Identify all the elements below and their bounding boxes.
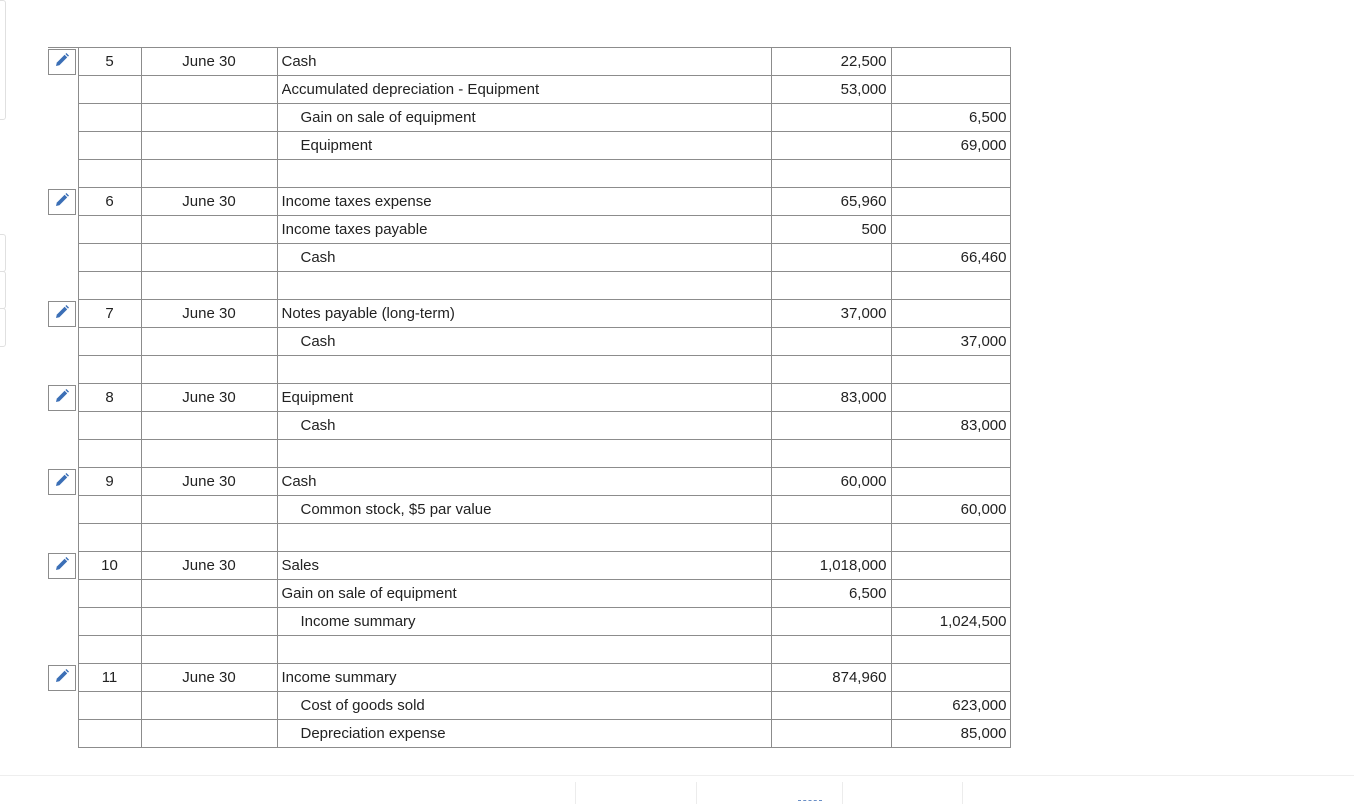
edit-cell [48,272,78,300]
credit-cell[interactable]: 1,024,500 [891,608,1010,636]
debit-cell[interactable]: 60,000 [771,468,891,496]
account-cell [277,524,771,552]
debit-cell[interactable] [771,356,891,384]
entry-number [78,328,141,356]
entry-number: 7 [78,300,141,328]
edit-cell [48,440,78,468]
journal-row [48,76,1010,104]
debit-cell[interactable]: 1,018,000 [771,552,891,580]
edit-cell [48,76,78,104]
journal-row [48,328,1010,356]
debit-cell[interactable]: 500 [771,216,891,244]
entry-number [78,580,141,608]
account-title-input[interactable] [278,637,752,663]
journal-row [48,272,1010,300]
credit-cell[interactable]: 85,000 [891,720,1010,748]
pencil-icon [54,52,70,72]
account-cell [277,356,771,384]
pencil-icon [54,192,70,212]
debit-cell[interactable] [771,244,891,272]
entry-date [141,720,277,748]
credit-cell[interactable] [891,188,1010,216]
entry-number [78,160,141,188]
account-cell [277,496,771,524]
credit-cell[interactable] [891,356,1010,384]
account-title-input[interactable] [278,441,752,467]
edit-cell [48,692,78,720]
credit-cell[interactable]: 37,000 [891,328,1010,356]
debit-cell[interactable]: 83,000 [771,384,891,412]
debit-cell[interactable] [771,132,891,160]
entry-date: June 30 [141,384,277,412]
left-panel-tab[interactable] [0,308,6,347]
debit-cell[interactable]: 6,500 [771,580,891,608]
account-cell [277,384,771,412]
pencil-icon [54,556,70,576]
edit-cell [48,244,78,272]
entry-date: June 30 [141,188,277,216]
entry-date [141,608,277,636]
entry-date [141,76,277,104]
entry-date: June 30 [141,664,277,692]
account-title-input[interactable] [278,161,752,187]
account-cell [277,216,771,244]
edit-cell [48,552,78,580]
edit-cell [48,104,78,132]
edit-entry-button[interactable] [48,301,76,327]
journal-entry-table [48,47,1011,748]
journal-row [48,580,1010,608]
credit-cell[interactable] [891,580,1010,608]
entry-date [141,216,277,244]
entry-date [141,132,277,160]
account-cell [277,76,771,104]
entry-number: 5 [78,48,141,76]
pencil-icon [54,472,70,492]
entry-date [141,328,277,356]
credit-cell[interactable] [891,468,1010,496]
credit-cell[interactable]: 83,000 [891,412,1010,440]
edit-cell [48,384,78,412]
account-cell [277,440,771,468]
edit-cell [48,608,78,636]
journal-row [48,160,1010,188]
debit-cell[interactable] [771,328,891,356]
account-title-input[interactable] [278,217,752,243]
edit-cell [48,412,78,440]
debit-cell[interactable] [771,272,891,300]
account-title-input[interactable] [278,105,771,131]
credit-cell[interactable] [891,300,1010,328]
pencil-icon [54,388,70,408]
account-cell [277,552,771,580]
journal-row [48,384,1010,412]
entry-number [78,608,141,636]
account-title-input[interactable] [278,357,752,383]
credit-cell[interactable] [891,76,1010,104]
left-panel-tab[interactable] [0,0,6,120]
entry-number: 11 [78,664,141,692]
entry-date [141,580,277,608]
entry-number [78,132,141,160]
debit-cell[interactable]: 22,500 [771,48,891,76]
account-title-input[interactable] [278,553,752,579]
account-cell [277,272,771,300]
journal-row [48,216,1010,244]
edit-cell [48,216,78,244]
debit-cell[interactable] [771,412,891,440]
journal-row [48,48,1010,76]
entry-date [141,524,277,552]
journal-row [48,636,1010,664]
account-title-input[interactable] [278,49,752,75]
journal-row [48,664,1010,692]
journal-row [48,188,1010,216]
entry-number [78,412,141,440]
account-cell [277,160,771,188]
entry-number: 10 [78,552,141,580]
credit-cell[interactable] [891,440,1010,468]
credit-cell[interactable] [891,160,1010,188]
account-title-input[interactable] [278,665,752,691]
debit-cell[interactable] [771,440,891,468]
entry-number [78,272,141,300]
journal-row [48,720,1010,748]
entry-date: June 30 [141,48,277,76]
journal-row [48,496,1010,524]
account-title-input[interactable] [278,525,752,551]
left-panel-tab[interactable] [0,234,6,272]
account-title-input[interactable] [278,301,752,327]
account-title-input[interactable] [278,497,771,523]
account-title-input[interactable] [278,133,771,159]
entry-number [78,496,141,524]
journal-row [48,244,1010,272]
credit-cell[interactable] [891,552,1010,580]
edit-cell [48,636,78,664]
edit-cell [48,580,78,608]
entry-number [78,356,141,384]
credit-cell[interactable] [891,384,1010,412]
account-title-input[interactable] [278,189,752,215]
debit-cell[interactable] [771,524,891,552]
account-cell [277,328,771,356]
account-title-input[interactable] [278,721,771,747]
entry-date [141,356,277,384]
account-title-input[interactable] [278,245,771,271]
account-cell [277,132,771,160]
account-title-input[interactable] [278,273,752,299]
edit-cell [48,48,78,76]
debit-cell[interactable] [771,496,891,524]
account-cell [277,412,771,440]
credit-cell[interactable] [891,48,1010,76]
edit-entry-button[interactable] [48,553,76,579]
edit-entry-button[interactable] [48,469,76,495]
edit-cell [48,160,78,188]
edit-cell [48,356,78,384]
entry-number [78,244,141,272]
account-title-input[interactable] [278,413,771,439]
entry-date [141,636,277,664]
account-cell [277,188,771,216]
credit-cell[interactable]: 623,000 [891,692,1010,720]
credit-cell[interactable] [891,272,1010,300]
edit-cell [48,328,78,356]
entry-date [141,692,277,720]
debit-cell[interactable] [771,160,891,188]
credit-cell[interactable] [891,636,1010,664]
edit-entry-button[interactable] [48,189,76,215]
credit-cell[interactable]: 6,500 [891,104,1010,132]
debit-cell[interactable] [771,636,891,664]
journal-row [48,356,1010,384]
debit-cell[interactable] [771,608,891,636]
pencil-icon [54,668,70,688]
debit-cell[interactable] [771,692,891,720]
account-cell [277,300,771,328]
edit-entry-button[interactable] [48,385,76,411]
journal-row [48,552,1010,580]
account-title-input[interactable] [278,77,752,103]
journal-row [48,468,1010,496]
entry-number: 6 [78,188,141,216]
debit-cell[interactable]: 874,960 [771,664,891,692]
journal-row [48,608,1010,636]
entry-number [78,216,141,244]
journal-row [48,524,1010,552]
entry-number: 9 [78,468,141,496]
edit-entry-button[interactable] [48,665,76,691]
entry-date: June 30 [141,300,277,328]
edit-cell [48,132,78,160]
journal-row [48,132,1010,160]
account-title-input[interactable] [278,693,771,719]
journal-row [48,692,1010,720]
journal-row [48,412,1010,440]
account-cell [277,580,771,608]
edit-cell [48,468,78,496]
entry-date [141,272,277,300]
account-cell [277,664,771,692]
debit-cell[interactable]: 53,000 [771,76,891,104]
edit-cell [48,188,78,216]
credit-cell[interactable] [891,664,1010,692]
entry-number [78,720,141,748]
entry-date [141,440,277,468]
debit-cell[interactable]: 37,000 [771,300,891,328]
entry-number [78,440,141,468]
account-cell [277,692,771,720]
journal-row [48,300,1010,328]
entry-number: 8 [78,384,141,412]
credit-cell[interactable] [891,524,1010,552]
bottom-toolbar [0,775,1354,804]
left-panel-tab[interactable] [0,271,6,309]
account-cell [277,720,771,748]
credit-cell[interactable]: 69,000 [891,132,1010,160]
credit-cell[interactable]: 66,460 [891,244,1010,272]
pencil-icon [54,304,70,324]
journal-row [48,440,1010,468]
entry-date [141,412,277,440]
entry-date [141,104,277,132]
edit-entry-button[interactable] [48,49,76,75]
entry-date: June 30 [141,552,277,580]
account-cell [277,636,771,664]
debit-cell[interactable] [771,720,891,748]
entry-number [78,692,141,720]
entry-number [78,524,141,552]
account-title-input[interactable] [278,385,752,411]
account-title-input[interactable] [278,609,771,635]
entry-date [141,160,277,188]
account-cell [277,244,771,272]
entry-date: June 30 [141,468,277,496]
journal-row [48,104,1010,132]
entry-date [141,244,277,272]
edit-cell [48,496,78,524]
edit-cell [48,720,78,748]
entry-number [78,104,141,132]
entry-number [78,76,141,104]
account-cell [277,48,771,76]
account-title-input[interactable] [278,329,771,355]
account-cell [277,104,771,132]
account-title-input[interactable] [278,581,752,607]
edit-cell [48,300,78,328]
edit-cell [48,664,78,692]
edit-cell [48,524,78,552]
credit-cell[interactable] [891,216,1010,244]
account-title-input[interactable] [278,469,752,495]
debit-cell[interactable] [771,104,891,132]
entry-number [78,636,141,664]
account-cell [277,608,771,636]
entry-date [141,496,277,524]
debit-cell[interactable]: 65,960 [771,188,891,216]
credit-cell[interactable]: 60,000 [891,496,1010,524]
account-cell [277,468,771,496]
